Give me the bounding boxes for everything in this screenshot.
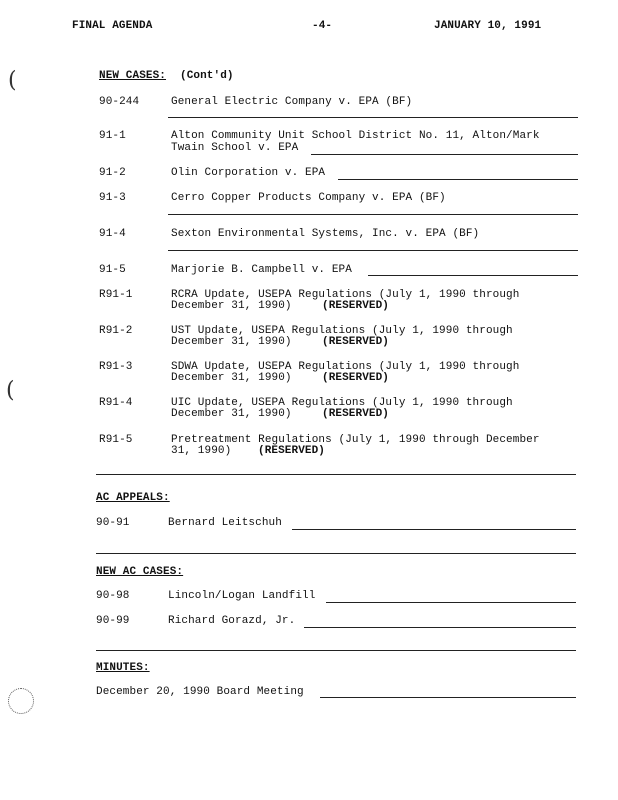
case-title: UST Update, USEPA Regulations (July 1, 1990 through	[171, 325, 513, 337]
page-number: -4-	[312, 20, 333, 32]
stamp-mark	[8, 688, 34, 714]
case-number: R91-2	[99, 325, 133, 337]
reserved-label: (RESERVED)	[322, 300, 390, 312]
signature-line	[320, 697, 576, 698]
signature-line	[326, 602, 576, 603]
section-divider	[96, 474, 576, 475]
minutes-item: December 20, 1990 Board Meeting	[96, 686, 304, 698]
section-divider	[96, 553, 576, 554]
reserved-label: (RESERVED)	[322, 408, 390, 420]
case-number: R91-5	[99, 434, 133, 446]
section-heading-minutes: MINUTES:	[96, 662, 150, 674]
signature-line	[168, 250, 578, 251]
header-title: FINAL AGENDA	[72, 20, 153, 32]
case-title: Olin Corporation v. EPA	[171, 167, 326, 179]
case-title: Richard Gorazd, Jr.	[168, 615, 296, 627]
case-number: R91-4	[99, 397, 133, 409]
case-title-cont: December 31, 1990)	[171, 300, 292, 312]
signature-line	[168, 214, 578, 215]
case-title: Lincoln/Logan Landfill	[168, 590, 316, 602]
case-title: Alton Community Unit School District No. 11, Alton/Mark	[171, 130, 540, 142]
case-title: Marjorie B. Campbell v. EPA	[171, 264, 352, 276]
case-number: R91-3	[99, 361, 133, 373]
signature-line	[292, 529, 576, 530]
signature-line	[311, 154, 578, 155]
case-number: 91-1	[99, 130, 126, 142]
case-title: SDWA Update, USEPA Regulations (July 1, 1990 through	[171, 361, 520, 373]
case-number: 90-99	[96, 615, 130, 627]
case-number: 90-98	[96, 590, 130, 602]
reserved-label: (RESERVED)	[322, 372, 390, 384]
reserved-label: (RESERVED)	[322, 336, 390, 348]
case-title: Sexton Environmental Systems, Inc. v. EPA (BF)	[171, 228, 480, 240]
signature-line	[304, 627, 576, 628]
signature-line	[368, 275, 578, 276]
case-title-cont: December 31, 1990)	[171, 372, 292, 384]
case-title-cont: December 31, 1990)	[171, 408, 292, 420]
case-title: General Electric Company v. EPA (BF)	[171, 96, 413, 108]
case-title: Cerro Copper Products Company v. EPA (BF)	[171, 192, 446, 204]
section-heading-ac-appeals: AC APPEALS:	[96, 492, 170, 504]
case-title: UIC Update, USEPA Regulations (July 1, 1990 through	[171, 397, 513, 409]
case-number: R91-1	[99, 289, 133, 301]
header-date: JANUARY 10, 1991	[434, 20, 542, 32]
case-number: 91-5	[99, 264, 126, 276]
case-number: 91-2	[99, 167, 126, 179]
signature-line	[338, 179, 578, 180]
section-heading-new-ac-cases: NEW AC CASES:	[96, 566, 184, 578]
case-title: Pretreatment Regulations (July 1, 1990 through December	[171, 434, 540, 446]
section-divider	[96, 650, 576, 651]
case-title: RCRA Update, USEPA Regulations (July 1, 1990 through	[171, 289, 520, 301]
reserved-label: (RESERVED)	[258, 445, 326, 457]
section-heading-new-cases: NEW CASES:	[99, 70, 167, 82]
signature-line	[168, 117, 578, 118]
case-number: 91-4	[99, 228, 126, 240]
case-title-cont: December 31, 1990)	[171, 336, 292, 348]
margin-mark: (	[8, 68, 17, 93]
case-title-cont: Twain School v. EPA	[171, 142, 299, 154]
case-number: 91-3	[99, 192, 126, 204]
case-title: Bernard Leitschuh	[168, 517, 282, 529]
case-title-cont: 31, 1990)	[171, 445, 232, 457]
margin-mark: (	[6, 378, 15, 403]
case-number: 90-244	[99, 96, 140, 108]
section-heading-suffix: (Cont'd)	[180, 70, 234, 82]
case-number: 90-91	[96, 517, 130, 529]
